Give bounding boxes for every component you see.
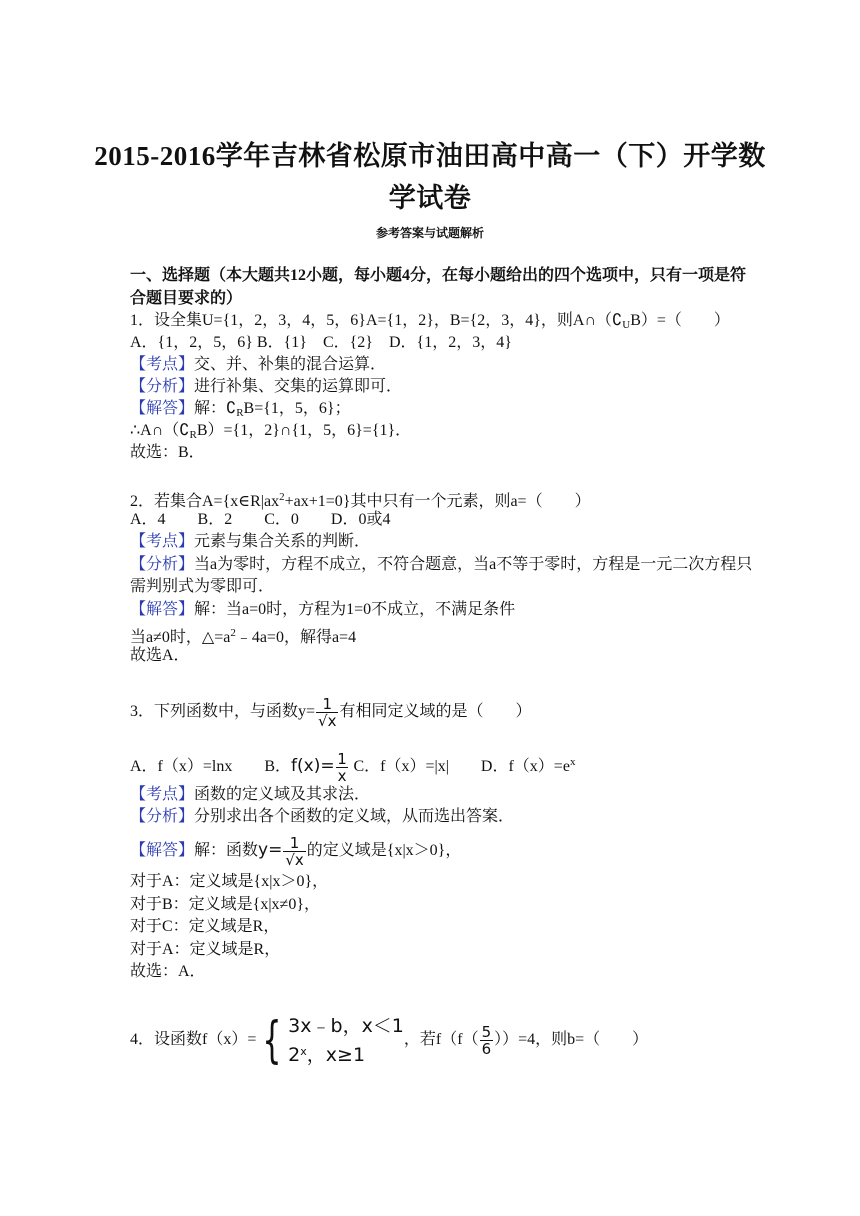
q3-answer: 故选：A． <box>130 963 206 980</box>
q2-stem <box>130 487 591 512</box>
fraction-numerator: 1 <box>337 749 347 768</box>
fraction-denominator: √x <box>318 711 337 730</box>
fraction-numerator: 1 <box>289 833 300 852</box>
q2-fenxi-line2: 需判别式为零即可． <box>130 578 275 595</box>
fenxi-tag: 【分析】 <box>130 808 195 825</box>
q3-kaodian <box>130 785 370 805</box>
q2-stem-text: 2．若集合A={x∈R|ax <box>130 493 280 510</box>
fraction-denominator: x <box>337 766 347 785</box>
q1-fenxi <box>130 377 402 397</box>
q1-jieda-subscript: R <box>236 407 244 419</box>
q2-kaodian-text: 元素与集合关系的判断． <box>194 533 371 550</box>
q2-options: A．4 B．2 C．0 D．0或4 <box>130 511 391 528</box>
q3-jieda-text-end: 的定义域是{x|x＞0}， <box>306 842 462 859</box>
q3-solution-line: 对于C：定义域是R， <box>130 918 280 935</box>
q3-stem <box>130 692 532 732</box>
q3-jieda <box>130 830 461 871</box>
q1-line2-text: ∴A∩（∁ <box>130 422 190 439</box>
q3-option-d-superscript: x <box>569 756 576 768</box>
q1-solution-line2 <box>130 421 411 445</box>
q3-jieda-formula: y= <box>258 840 283 860</box>
section-heading-line2: 合题目要求的） <box>130 290 243 307</box>
q3-options <box>130 745 575 784</box>
q1-answer: 故选：B． <box>130 444 205 461</box>
q1-stem <box>130 311 730 335</box>
q3-solution-line: 对于B：定义域是{x|x≠0}， <box>130 896 321 913</box>
fenxi-tag: 【分析】 <box>130 556 195 573</box>
q1-stem-subscript: U <box>622 319 631 331</box>
q4-piecewise-function <box>288 1013 404 1068</box>
q4-stem-text: 4．设函数f（x）= <box>130 1031 257 1048</box>
kaodian-tag: 【考点】 <box>130 786 195 803</box>
q1-line2-text-end: B）={1，2}∩{1，5，6}={1}． <box>196 422 412 439</box>
q2-line2-superscript: 2 <box>230 627 236 639</box>
q2-fenxi-line1 <box>130 555 752 575</box>
fraction-numerator: 1 <box>322 694 333 713</box>
q2-jieda <box>130 600 515 620</box>
q1-jieda <box>130 399 351 423</box>
q1-kaodian <box>130 355 386 375</box>
q1-stem-text-end: B）=（ ） <box>630 312 730 329</box>
kaodian-tag: 【考点】 <box>130 533 195 550</box>
page-title-line1: 2015-2016学年吉林省松原市油田高中高一（下）开学数 <box>94 141 766 171</box>
q2-fenxi-text: 当a为零时，方程不成立，不符合题意，当a不等于零时，方程是一元二次方程只 <box>194 556 753 573</box>
q3-fenxi <box>130 807 514 827</box>
q3-option-b-formula: f(x)= <box>291 756 335 776</box>
q3-solution-line: 对于A：定义域是{x|x＞0}， <box>130 873 329 890</box>
q2-answer: 故选A． <box>130 647 190 664</box>
q4-fraction <box>480 1024 494 1057</box>
q1-stem-text: 1．设全集U={1，2，3，4，5，6}A={1，2}，B={2，3，4}，则A∩（∁ <box>130 312 623 329</box>
q2-stem-superscript: 2 <box>279 491 285 503</box>
q3-stem-fraction <box>316 696 338 729</box>
q3-stem-text-end: 有相同定义域的是（ ） <box>339 703 532 720</box>
q3-kaodian-text: 函数的定义域及其求法． <box>194 786 371 803</box>
q3-fenxi-text: 分别求出各个函数的定义域，从而选出答案． <box>194 808 515 825</box>
q1-fenxi-text: 进行补集、交集的运算即可． <box>194 378 403 395</box>
q3-option-b-fraction <box>336 751 349 784</box>
q2-solution-line2 <box>130 623 356 648</box>
q1-line2-subscript: R <box>189 429 197 441</box>
jieda-tag: 【解答】 <box>130 842 195 859</box>
section-heading-line1: 一、选择题（本大题共12小题，每小题4分，在每小题给出的四个选项中，只有一项是符 <box>130 267 747 284</box>
q3-jieda-text: 解：函数 <box>194 842 259 859</box>
q1-jieda-text: 解：∁ <box>194 400 237 417</box>
left-brace-icon: { <box>262 1011 282 1070</box>
q4-stem <box>130 1010 648 1070</box>
q4-piece-1: 3x﹣b，x＜1 <box>288 1014 404 1037</box>
q2-kaodian <box>130 532 370 552</box>
q2-jieda-text: 解：当a=0时，方程为1=0不成立，不满足条件 <box>194 601 516 618</box>
q1-options: A．{1，2，5，6} B．{1} C．{2} D．{1，2，3，4} <box>130 334 512 351</box>
kaodian-tag: 【考点】 <box>130 356 195 373</box>
fraction-numerator: 5 <box>481 1022 492 1041</box>
jieda-tag: 【解答】 <box>130 400 195 417</box>
q3-stem-text: 3．下列函数中，与函数y= <box>130 703 316 720</box>
q1-jieda-text-end: B={1，5，6}； <box>243 400 351 417</box>
q1-kaodian-text: 交、并、补集的混合运算． <box>194 356 387 373</box>
sqrt-icon: √ <box>285 850 295 869</box>
page-subtitle: 参考答案与试题解析 <box>375 226 484 240</box>
q3-option-a-text: A．f（x）=lnx B． <box>130 758 292 775</box>
fraction-denominator: 6 <box>481 1039 492 1058</box>
q4-stem-text-end: ））=4，则b=（ ） <box>494 1031 649 1048</box>
q4-piece-2: 2$^x$，x≥1 <box>288 1043 366 1066</box>
q2-line2-text: 当a≠0时，△=a <box>130 629 231 646</box>
q4-stem-text-mid: ，若f（f（ <box>403 1031 479 1048</box>
q2-line2-text-end: ﹣4a=0，解得a=4 <box>235 629 357 646</box>
q3-solution-line: 对于A：定义域是R， <box>130 941 281 958</box>
q2-stem-text-end: +ax+1=0}其中只有一个元素，则a=（ ） <box>284 493 591 510</box>
q3-option-cd-text: C．f（x）=|x| D．f（x）=e <box>349 758 570 775</box>
q3-jieda-fraction <box>283 835 305 868</box>
jieda-tag: 【解答】 <box>130 601 195 618</box>
fenxi-tag: 【分析】 <box>130 378 195 395</box>
sqrt-icon: √ <box>318 711 328 730</box>
page-title-line2: 学试卷 <box>388 183 472 213</box>
fraction-denominator: √x <box>285 850 304 869</box>
